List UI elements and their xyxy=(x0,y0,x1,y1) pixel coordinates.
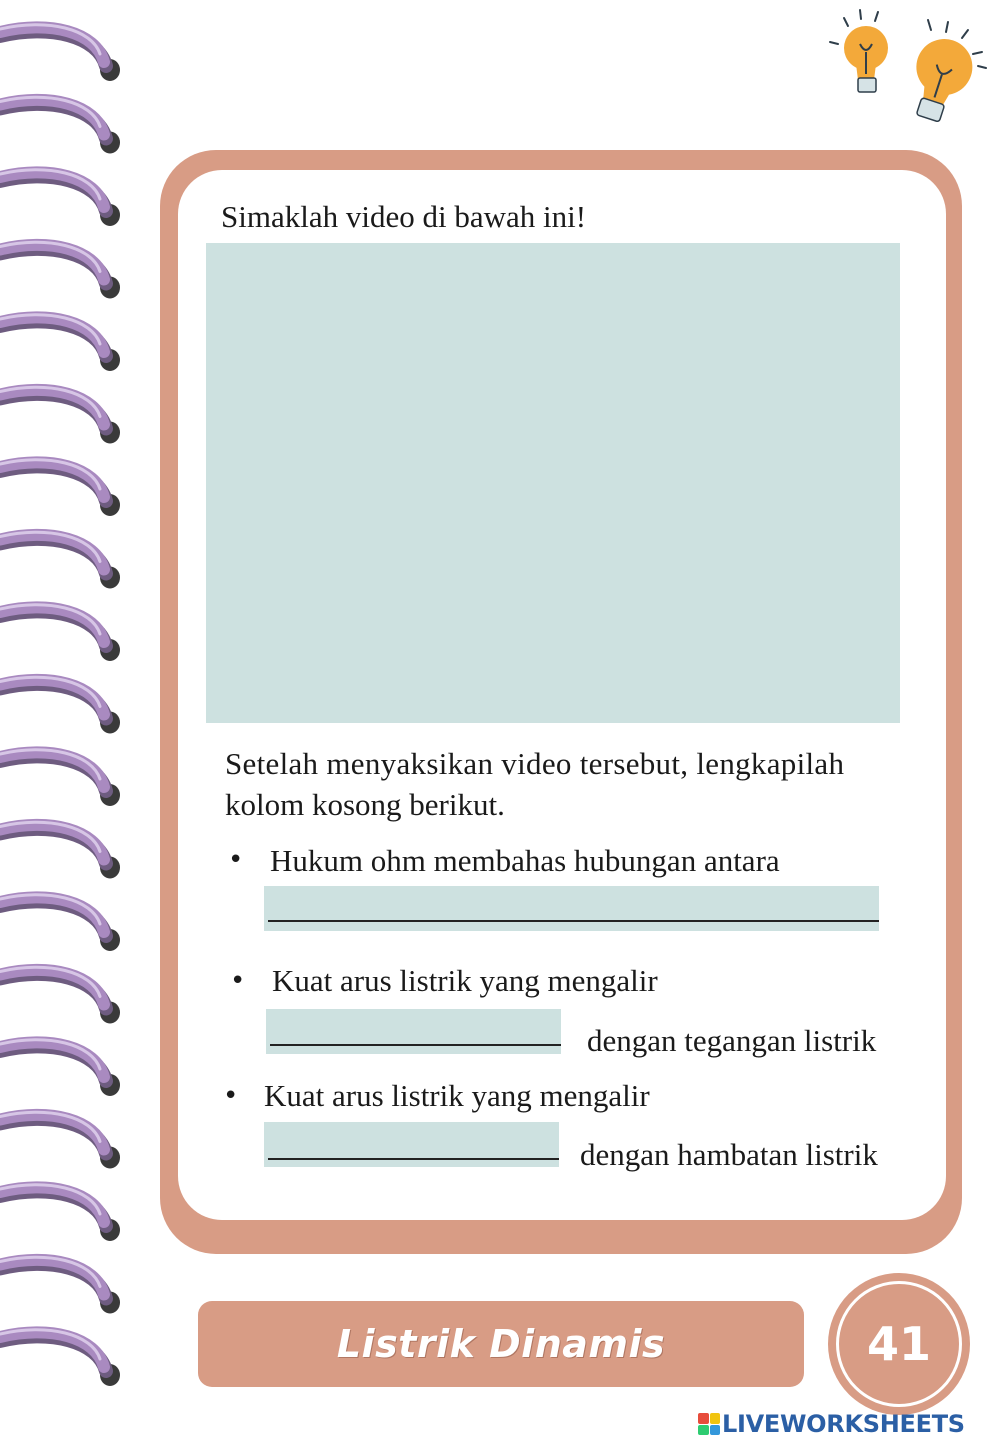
brand-name: LIVEWORKSHEETS xyxy=(722,1410,965,1438)
light-bulbs-icon xyxy=(820,4,998,132)
binding-ring xyxy=(0,460,120,516)
binding-ring xyxy=(0,1112,120,1168)
brand-watermark xyxy=(698,1410,965,1438)
binding-ring xyxy=(0,967,120,1023)
binding-ring xyxy=(0,1040,120,1096)
answer-field-2[interactable] xyxy=(266,1009,561,1054)
brand-logo-icon xyxy=(698,1413,720,1435)
instruction-paragraph-line1: Setelah menyaksikan video tersebut, lengkapilah xyxy=(225,746,845,781)
binding-ring xyxy=(0,97,120,153)
binding-ring xyxy=(0,170,120,226)
spiral-binding xyxy=(0,0,140,1443)
binding-ring xyxy=(0,387,120,443)
instruction-paragraph-line2: kolom kosong berikut. xyxy=(225,787,505,822)
binding-ring xyxy=(0,895,120,951)
item-2-suffix: dengan tegangan listrik xyxy=(587,1023,877,1058)
item-2-text: Kuat arus listrik yang mengalir xyxy=(272,963,658,998)
binding-ring xyxy=(0,605,120,661)
binding-ring xyxy=(0,677,120,733)
binding-ring xyxy=(0,315,120,371)
item-3-text: Kuat arus listrik yang mengalir xyxy=(264,1078,650,1113)
binding-ring xyxy=(0,1330,120,1386)
bullet-2: • xyxy=(230,966,246,996)
bullet-1: • xyxy=(228,845,244,875)
footer-title: Listrik Dinamis xyxy=(336,1322,666,1366)
binding-ring xyxy=(0,822,120,878)
binding-ring xyxy=(0,532,120,588)
binding-ring xyxy=(0,242,120,298)
binding-ring xyxy=(0,25,120,81)
bullet-3: • xyxy=(223,1081,239,1111)
answer-field-3[interactable] xyxy=(264,1122,559,1167)
binding-ring xyxy=(0,1185,120,1241)
binding-ring xyxy=(0,750,120,806)
video-placeholder[interactable] xyxy=(206,243,900,723)
page-number: 41 xyxy=(836,1281,962,1407)
video-instruction: Simaklah video di bawah ini! xyxy=(221,199,587,234)
binding-ring xyxy=(0,1257,120,1313)
item-1-text: Hukum ohm membahas hubungan antara xyxy=(270,843,780,878)
item-3-suffix: dengan hambatan listrik xyxy=(580,1137,878,1172)
answer-field-1[interactable] xyxy=(264,886,879,931)
